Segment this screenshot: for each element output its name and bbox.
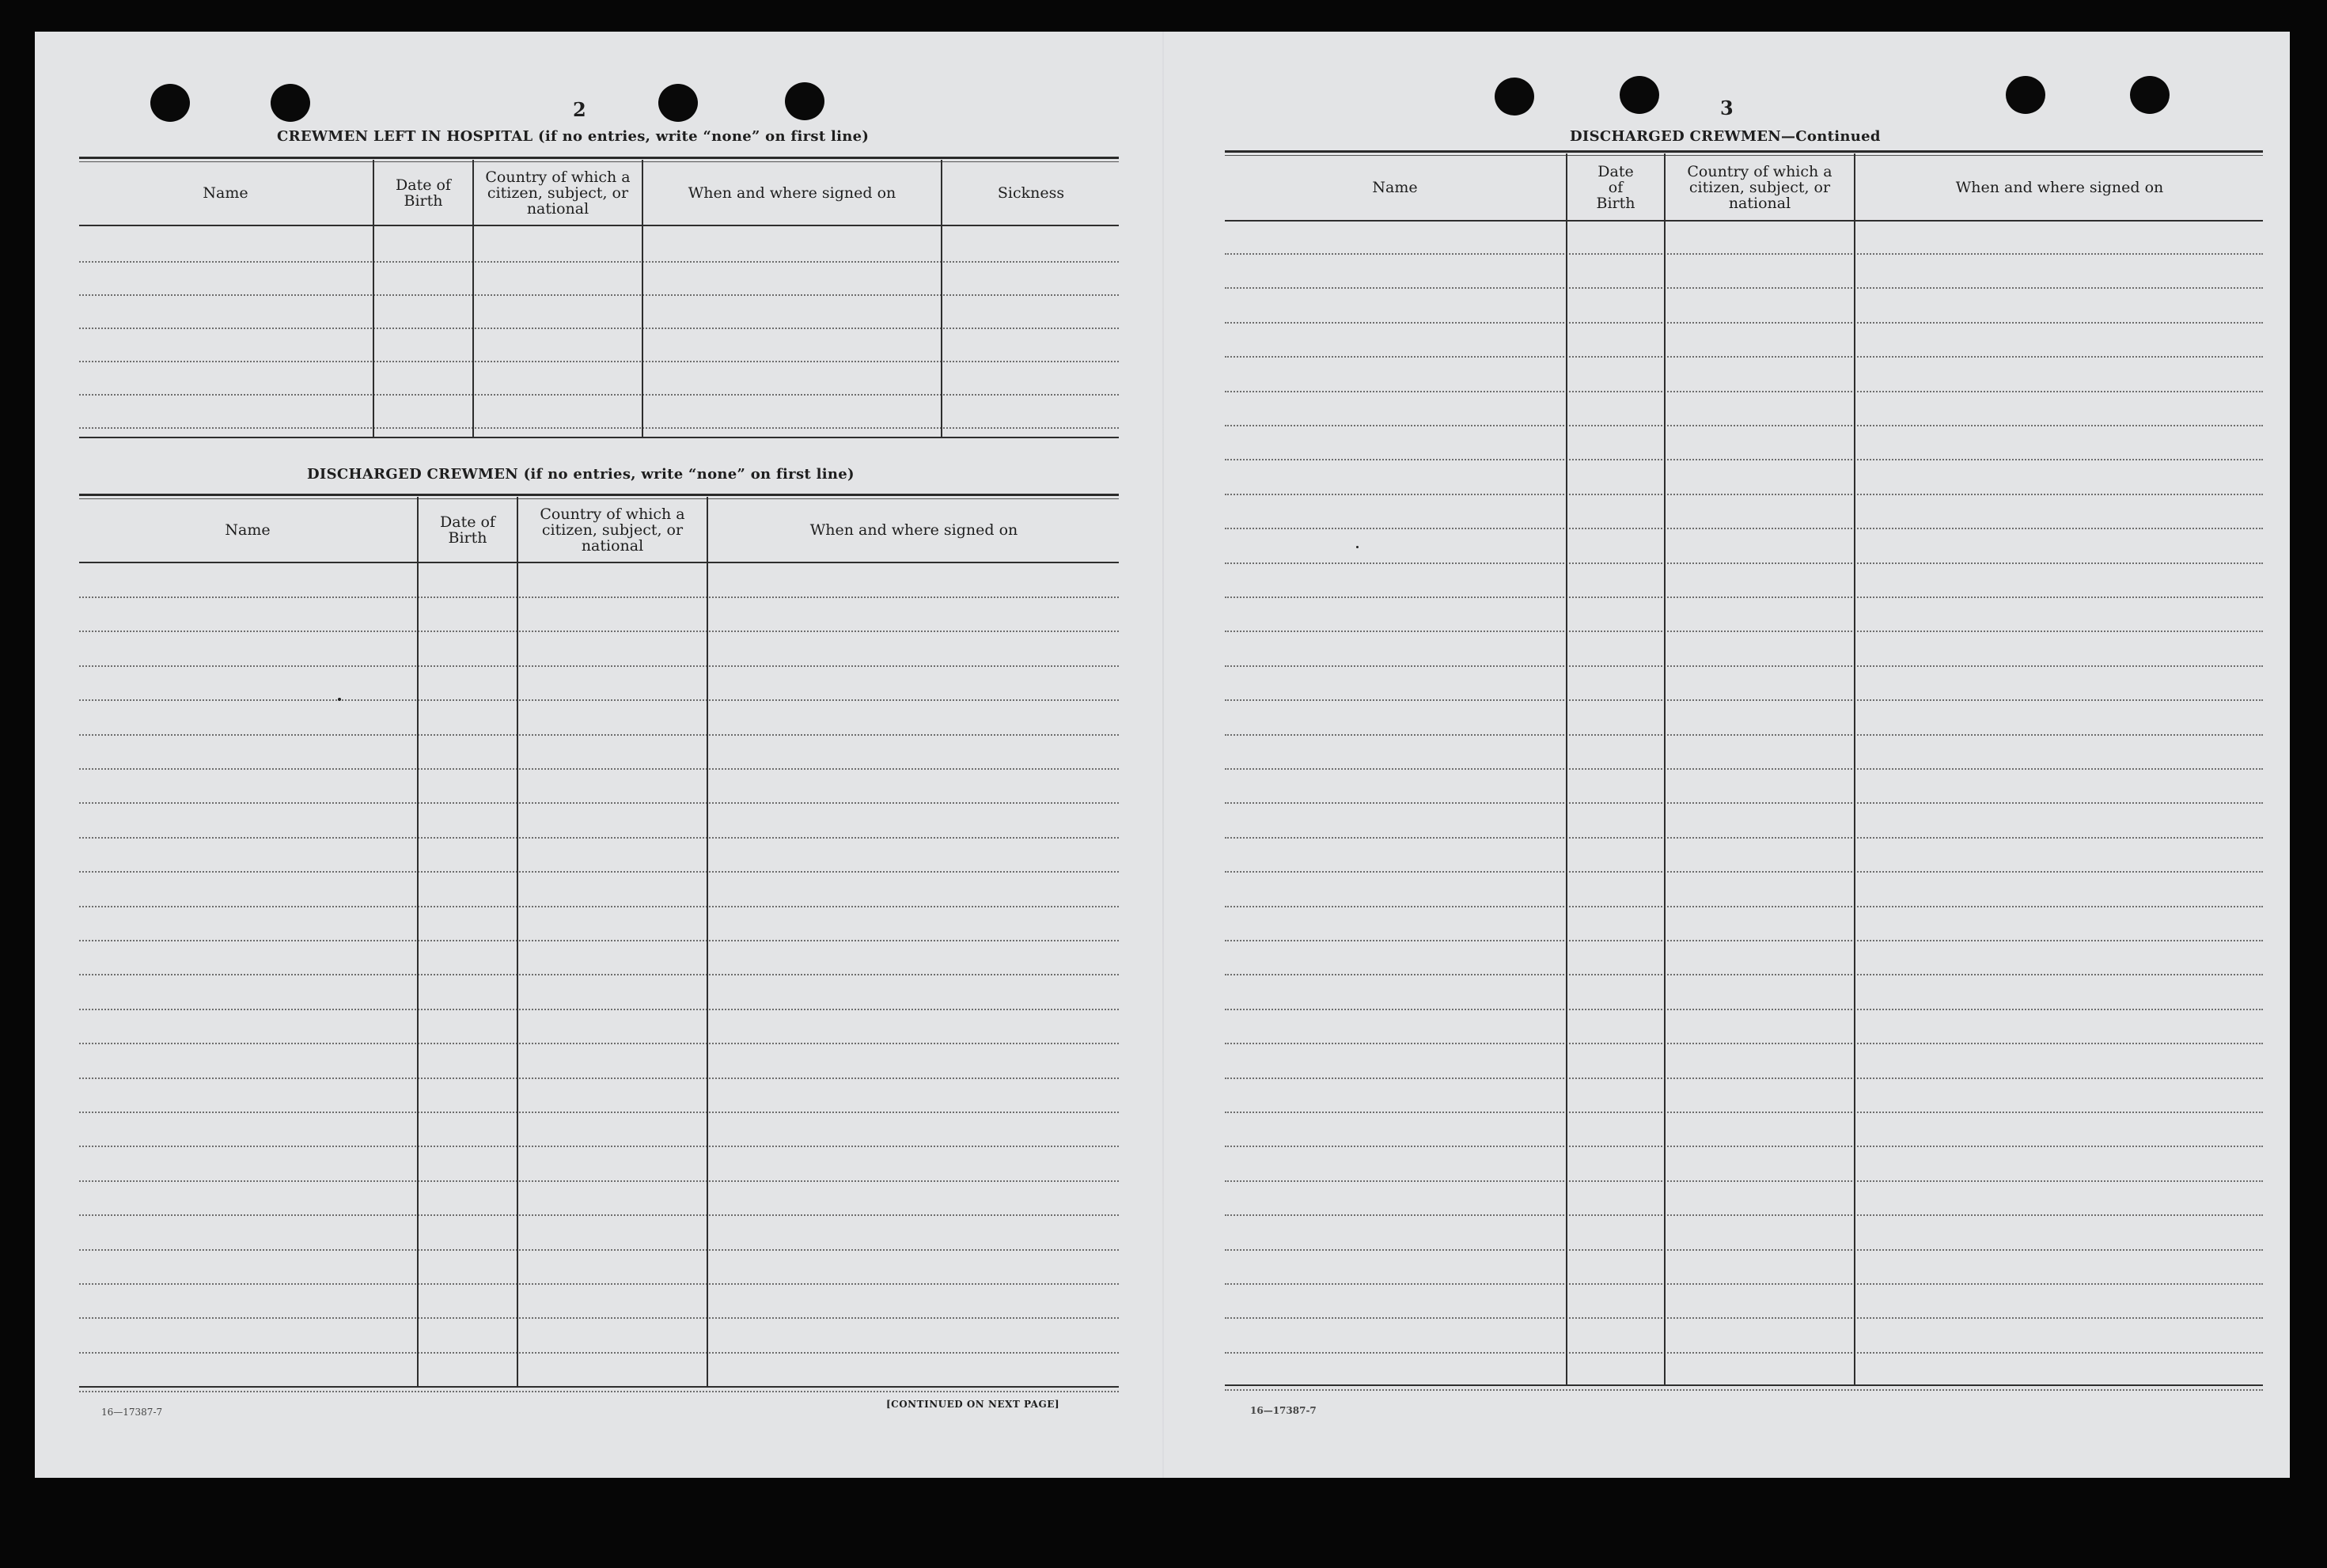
hospital-section-title: [277, 128, 869, 145]
entry-line: [1225, 425, 2263, 426]
entry-line: [79, 1146, 1119, 1147]
continued-col-divider: [1566, 153, 1567, 1384]
entry-line: [79, 974, 1119, 975]
continued-col-date-of-birth: Date of Birth: [1596, 163, 1635, 212]
continued-header-rule: [1225, 220, 2263, 222]
entry-line: [1225, 1112, 2263, 1113]
entry-line: [1225, 906, 2263, 907]
entry-line: [1225, 802, 2263, 804]
continued-note: [CONTINUED ON NEXT PAGE]: [886, 1399, 1060, 1410]
entry-line: [79, 1317, 1119, 1319]
continued-col-divider: [1854, 153, 1855, 1384]
entry-line: [79, 1078, 1119, 1079]
entry-line: [79, 1180, 1119, 1182]
punch-hole: [658, 84, 698, 122]
entry-line: [79, 1112, 1119, 1113]
form-number: 16—17387-7: [101, 1407, 163, 1418]
discharged-col-name: Name: [225, 521, 271, 539]
discharged-continued-top-rule: [1225, 150, 2263, 153]
entry-line: [79, 802, 1119, 804]
punch-hole: [1495, 78, 1534, 116]
continued-bottom-rule: [1225, 1384, 2263, 1386]
entry-line: [79, 1214, 1119, 1216]
entry-line: [79, 871, 1119, 873]
entry-line: [1225, 356, 2263, 358]
continued-col-signed-on: When and where signed on: [1955, 179, 2164, 196]
entry-line: [1225, 494, 2263, 495]
entry-line: [1225, 768, 2263, 770]
punch-hole: [271, 84, 310, 122]
discharged-continued-title: [1570, 128, 1881, 145]
entry-line: [1225, 1317, 2263, 1319]
form-sheet: [35, 32, 2290, 1478]
continued-col-divider: [1664, 153, 1666, 1384]
entry-line: [79, 394, 1119, 396]
entry-line: [79, 1043, 1119, 1044]
discharged-col-country: Country of which a citizen, subject, or national: [540, 506, 685, 555]
hospital-col-signed-on: When and where signed on: [688, 184, 896, 202]
continued-col-country: Country of which a citizen, subject, or national: [1687, 163, 1832, 212]
hospital-title-bold: CREWMEN LEFT IN HOSPITAL: [277, 128, 533, 145]
entry-line: [1225, 253, 2263, 255]
entry-line: [1225, 1249, 2263, 1251]
entry-line: [79, 631, 1119, 632]
entry-line: [1225, 1078, 2263, 1079]
hospital-bottom-rule: [79, 437, 1119, 438]
discharged-continued-title-bold: DISCHARGED CREWMEN: [1570, 128, 1781, 145]
entry-line: [79, 294, 1119, 296]
punch-hole: [1620, 76, 1659, 114]
ink-speck: [1356, 546, 1359, 548]
hospital-col-divider: [472, 160, 474, 437]
entry-line: [1225, 665, 2263, 667]
entry-line: [1225, 528, 2263, 529]
punch-hole: [2006, 76, 2045, 114]
hospital-col-sickness: Sickness: [997, 184, 1065, 202]
bottom-dotted-rule: [79, 1391, 1119, 1392]
entry-line: [1225, 1283, 2263, 1285]
hospital-col-name: Name: [203, 184, 248, 202]
entry-line: [1225, 459, 2263, 460]
entry-line: [1225, 871, 2263, 873]
entry-line: [1225, 699, 2263, 701]
entry-line: [79, 734, 1119, 736]
entry-line: [1225, 1009, 2263, 1010]
punch-hole: [2130, 76, 2170, 114]
discharged-title-bold: DISCHARGED CREWMEN: [307, 466, 518, 483]
entry-line: [79, 1009, 1119, 1010]
hospital-col-divider: [642, 160, 643, 437]
entry-line: [79, 906, 1119, 907]
discharged-header-rule: [79, 562, 1119, 563]
discharged-bottom-rule: [79, 1386, 1119, 1388]
entry-line: [79, 940, 1119, 941]
hospital-title-note: (if no entries, write “none” on first line): [538, 128, 870, 145]
entry-line: [1225, 1352, 2263, 1354]
discharged-col-divider: [417, 497, 419, 1386]
entry-line: [79, 1352, 1119, 1354]
hospital-col-date-of-birth: Date of Birth: [396, 176, 451, 210]
entry-line: [1225, 391, 2263, 392]
entry-line: [1225, 287, 2263, 289]
entry-line: [79, 837, 1119, 839]
entry-line: [1225, 1043, 2263, 1044]
hospital-header-rule: [79, 225, 1119, 226]
discharged-col-date-of-birth: Date of Birth: [440, 513, 495, 547]
entry-line: [1225, 837, 2263, 839]
entry-line: [1225, 1146, 2263, 1147]
entry-line: [79, 768, 1119, 770]
entry-line: [79, 597, 1119, 598]
entry-line: [1225, 562, 2263, 564]
entry-line: [79, 261, 1119, 263]
entry-line: [1225, 597, 2263, 598]
page-number: 3: [1720, 97, 1734, 119]
form-number: 16—17387-7: [1250, 1405, 1317, 1416]
entry-line: [79, 361, 1119, 362]
punch-hole: [785, 82, 824, 120]
entry-line: [1225, 1214, 2263, 1216]
entry-line: [79, 427, 1119, 429]
entry-line: [79, 665, 1119, 667]
entry-line: [79, 328, 1119, 329]
discharged-top-rule: [79, 494, 1119, 496]
discharged-col-divider: [707, 497, 708, 1386]
hospital-top-rule: [79, 157, 1119, 159]
hospital-col-divider: [941, 160, 942, 437]
entry-line: [1225, 631, 2263, 632]
entry-line: [79, 1249, 1119, 1251]
entry-line: [79, 1283, 1119, 1285]
hospital-col-country: Country of which a citizen, subject, or national: [485, 169, 631, 218]
entry-line: [79, 699, 1119, 701]
discharged-continued-title-note: —Continued: [1780, 128, 1881, 145]
ink-speck: [338, 698, 341, 701]
bottom-dotted-rule: [1225, 1389, 2263, 1391]
entry-line: [1225, 940, 2263, 941]
entry-line: [1225, 974, 2263, 975]
discharged-col-divider: [517, 497, 518, 1386]
continued-col-name: Name: [1372, 179, 1418, 196]
punch-hole: [150, 84, 190, 122]
page-number: 2: [573, 98, 586, 121]
discharged-col-signed-on: When and where signed on: [809, 521, 1018, 539]
hospital-col-divider: [373, 160, 374, 437]
discharged-section-title: [307, 466, 855, 483]
discharged-title-note: (if no entries, write “none” on first line): [523, 466, 855, 483]
entry-line: [1225, 322, 2263, 324]
entry-line: [1225, 734, 2263, 736]
entry-line: [1225, 1180, 2263, 1182]
